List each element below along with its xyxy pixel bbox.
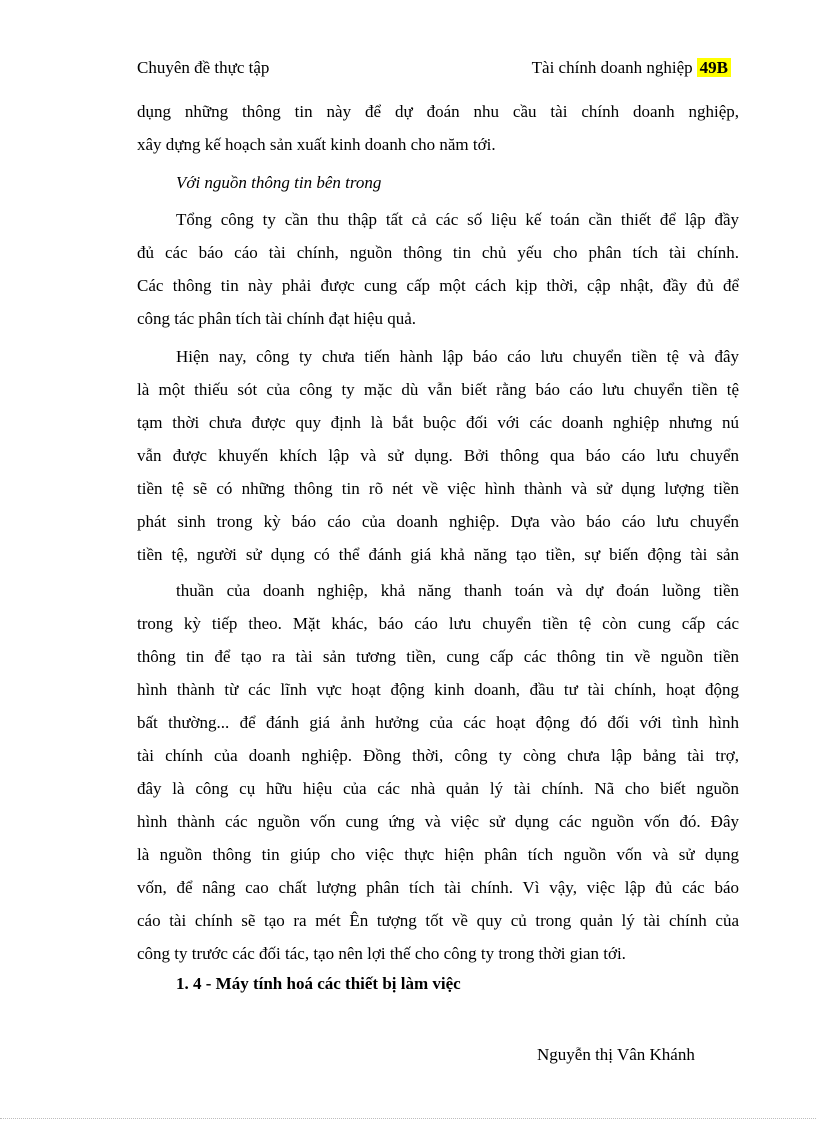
author-name: Nguyễn thị Vân Khánh bbox=[537, 1045, 695, 1064]
subheading-line: Với nguồn thông tin bên trong bbox=[176, 173, 382, 192]
text-line: tài chính của doanh nghiệp. Đồng thời, công ty còng chưa lập bảng tài trợ, bbox=[137, 746, 739, 765]
text-line: hình thành các nguồn vốn cung ứng và việc sử dụng các nguồn vốn đó. Đây bbox=[137, 812, 739, 831]
text-line: Các thông tin này phải được cung cấp một cách kịp thời, cập nhật, đầy đủ để bbox=[137, 276, 739, 295]
header-subject: Tài chính doanh nghiệp bbox=[531, 58, 693, 77]
text-line: đây là công cụ hữu hiệu của các nhà quản lý tài chính. Nã cho biết nguồn bbox=[137, 779, 739, 798]
text-line: công ty trước các đối tác, tạo nên lợi thế cho công ty trong thời gian tới. bbox=[137, 944, 626, 963]
text-line: trong kỳ tiếp theo. Mặt khác, báo cáo lưu chuyển tiền tệ còn cung cấp các bbox=[137, 614, 739, 633]
text-line: vốn, để nâng cao chất lượng phân tích tài chính. Vì vậy, việc lập đủ các báo bbox=[137, 878, 739, 897]
text-line: đủ các báo cáo tài chính, nguồn thông tin chủ yếu cho phân tích tài chính. bbox=[137, 243, 739, 262]
text-line: Tổng công ty cần thu thập tất cả các số liệu kế toán cần thiết để lập đầy bbox=[176, 210, 739, 229]
text-line: dụng những thông tin này để dự đoán nhu cầu tài chính doanh nghiệp, bbox=[137, 102, 739, 121]
text-line: là nguồn thông tin giúp cho việc thực hiện phân tích nguồn vốn và sử dụng bbox=[137, 845, 739, 864]
text-line: Hiện nay, công ty chưa tiến hành lập báo cáo lưu chuyển tiền tệ và đây bbox=[176, 347, 739, 366]
text-line: xây dựng kế hoạch sản xuất kinh doanh cho năm tới. bbox=[137, 135, 496, 154]
text-line: thông tin để tạo ra tài sản tương tiền, cung cấp các thông tin về nguồn tiền bbox=[137, 647, 739, 666]
text-line: cáo tài chính sẽ tạo ra mét Ên tượng tốt về quy củ trong quản lý tài chính của bbox=[137, 911, 739, 930]
text-line: bất thường... để đánh giá ảnh hưởng của các hoạt động đó đối với tình hình bbox=[137, 713, 739, 732]
text-line: là một thiếu sót của công ty mặc dù vẫn biết rằng báo cáo lưu chuyển tiền tệ bbox=[137, 380, 739, 399]
text-line: tiền tệ sẽ có những thông tin rõ nét về việc hình thành và sử dụng lượng tiền bbox=[137, 479, 739, 498]
header-title-right bbox=[532, 58, 731, 78]
page-header bbox=[137, 58, 737, 82]
text-line: tiền tệ, người sử dụng có thể đánh giá khả năng tạo tiền, sự biến động tài sản bbox=[137, 545, 739, 564]
text-line: phát sinh trong kỳ báo cáo của doanh nghiệp. Dựa vào báo cáo lưu chuyển bbox=[137, 512, 739, 531]
section-heading: 1. 4 - Máy tính hoá các thiết bị làm việc bbox=[176, 974, 461, 993]
text-line: công tác phân tích tài chính đạt hiệu quả. bbox=[137, 309, 416, 328]
header-title-left: Chuyên đề thực tập bbox=[137, 58, 270, 77]
text-line: thuần của doanh nghiệp, khả năng thanh toán và dự đoán luồng tiền bbox=[176, 581, 739, 600]
footer-divider bbox=[0, 1118, 816, 1119]
text-line: vẫn được khuyến khích lập và sử dụng. Bởi thông qua báo cáo lưu chuyển bbox=[137, 446, 739, 465]
header-badge: 49B bbox=[697, 58, 731, 77]
text-line: tạm thời chưa được quy định là bắt buộc đối với các doanh nghiệp nhưng nú bbox=[137, 413, 739, 432]
text-line: hình thành từ các lĩnh vực hoạt động kinh doanh, đầu tư tài chính, hoạt động bbox=[137, 680, 739, 699]
